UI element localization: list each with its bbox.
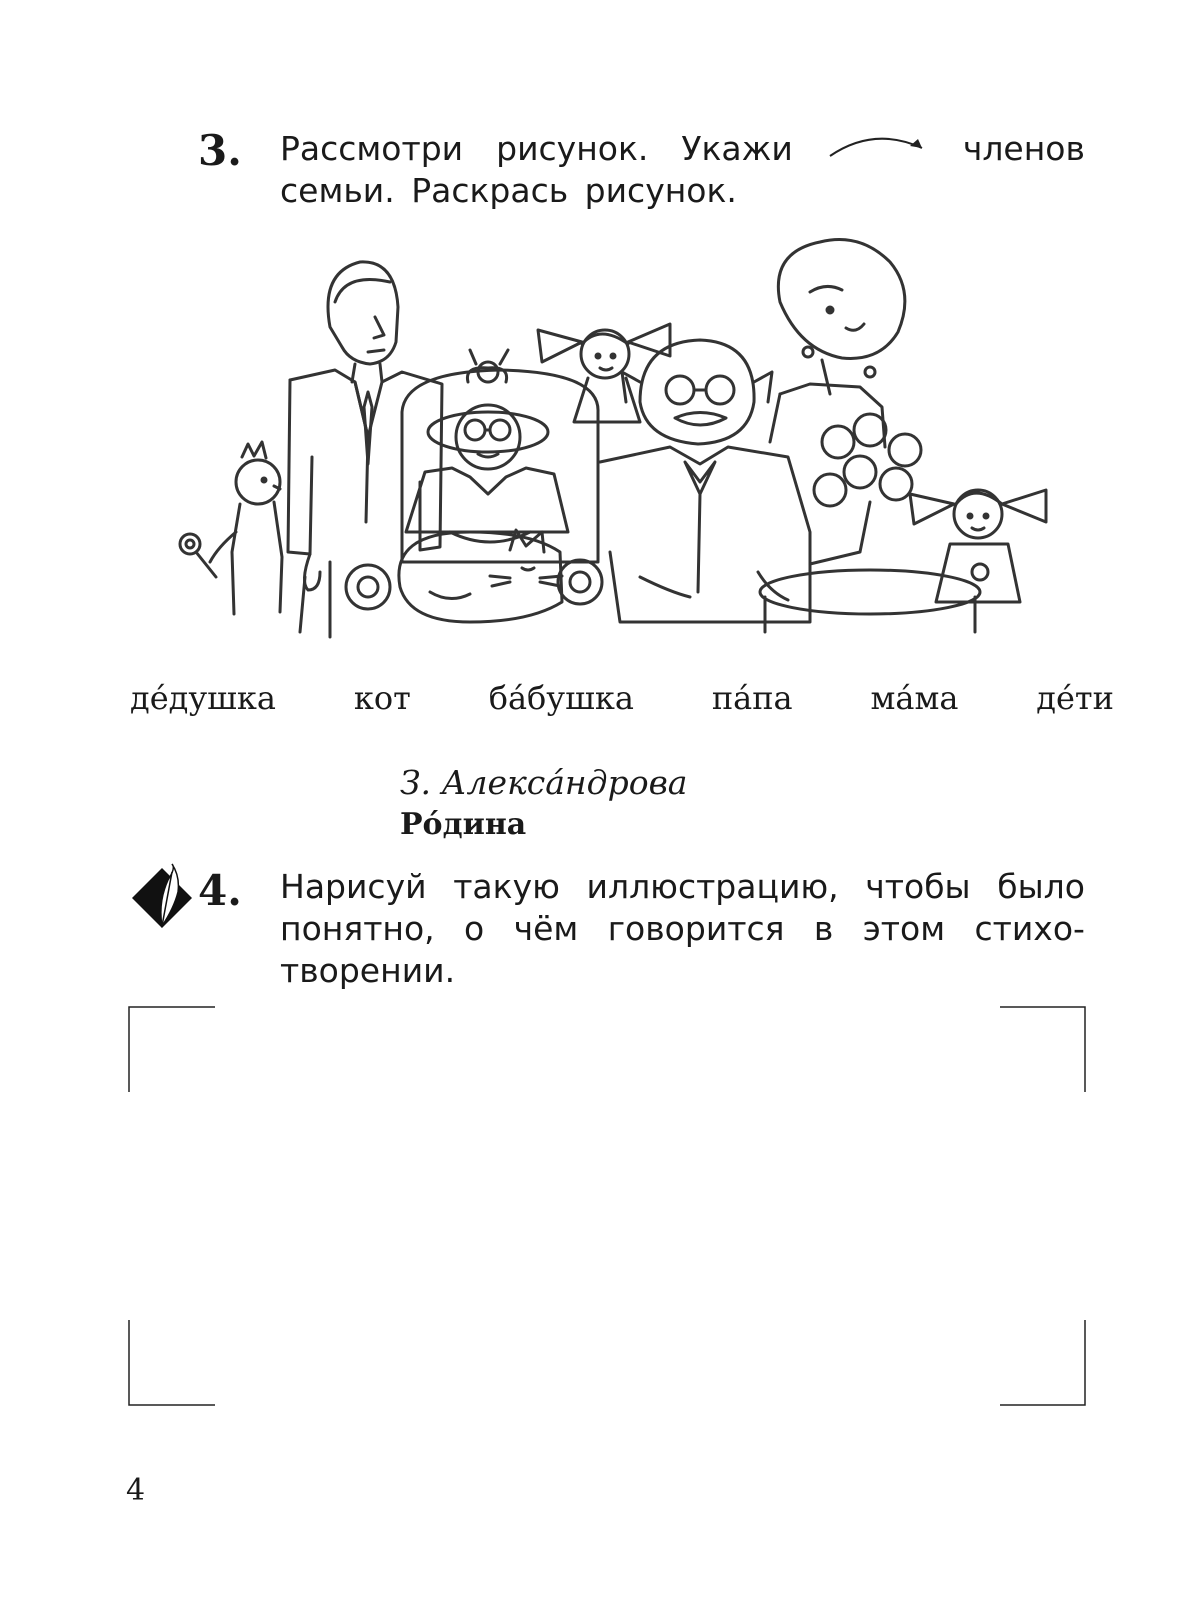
task-4-word: говорится (607, 909, 785, 948)
task-4-word: понятно, (280, 909, 435, 948)
poem-author: З. Алекса́ндрова (400, 763, 688, 802)
page-number: 4 (126, 1473, 146, 1508)
task-4-word: этом (862, 909, 946, 948)
task-4-word: стихо- (974, 909, 1085, 948)
task-3-line-2: семьи. Раскрась рисунок. (280, 171, 737, 210)
task-3-word: рисунок. (496, 129, 649, 168)
task-3-word: Рассмотри (280, 129, 464, 168)
task-4-word: иллюстрацию, (586, 867, 839, 906)
frame-corner-top-left (129, 1007, 215, 1092)
task-4-word: о (464, 909, 485, 948)
task-4-word: чём (513, 909, 579, 948)
label-grandpa: де́душка (130, 679, 276, 717)
task-4-word: в (813, 909, 834, 948)
frame-corner-bottom-left (129, 1320, 215, 1405)
task-3-number: 3. (198, 126, 242, 175)
frame-corner-top-right (1000, 1007, 1085, 1092)
task-4-word: чтобы (865, 867, 971, 906)
label-dad: па́па (711, 679, 793, 717)
frame-corner-bottom-right (1000, 1320, 1085, 1405)
task-4-word: такую (453, 867, 560, 906)
task-4-line-3: творении. (280, 951, 456, 990)
label-children: де́ти (1036, 679, 1114, 717)
task-4-number: 4. (198, 866, 242, 915)
label-grandma: ба́бушка (488, 679, 634, 717)
task-3-word: Укажи (681, 129, 793, 168)
poem-title: Ро́дина (400, 807, 527, 842)
task-3-word: членов (962, 129, 1085, 168)
label-cat: кот (353, 679, 411, 717)
task-4-word: было (997, 867, 1085, 906)
task-4-word: Нарисуй (280, 867, 427, 906)
label-mom: ма́ма (870, 679, 959, 717)
